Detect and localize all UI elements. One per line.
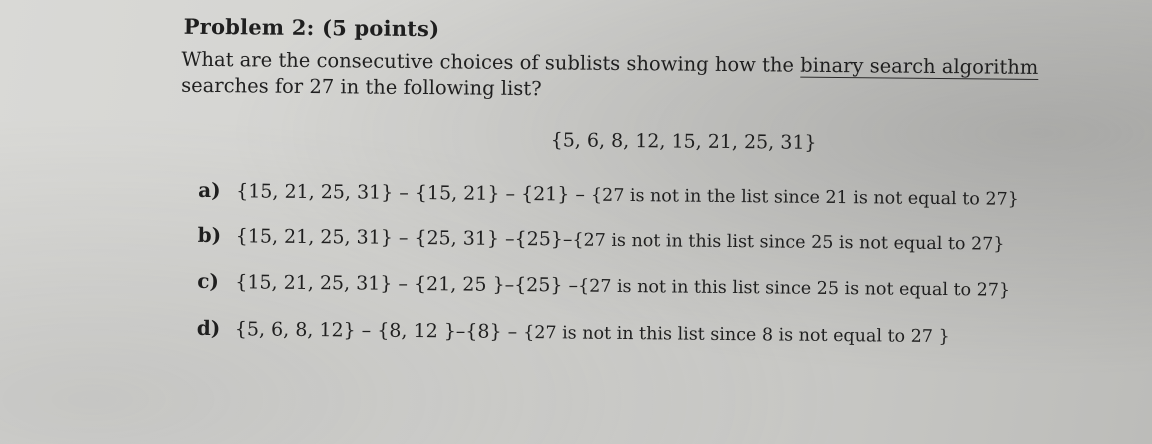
option-conclusion: {27 is not in the list since 21 is not equal to 27} [590,185,1019,210]
option-sets: {5, 6, 8, 12} – {8, 12 }–{8} – [234,318,524,344]
option-conclusion: {27 is not in this list since 25 is not equal to 27} [577,276,1011,301]
answer-options [196,177,1098,348]
question-part-2: searches for 27 in the following list? [181,73,542,101]
option-b[interactable] [198,223,1005,255]
problem-title: Problem 2: (5 points) [183,13,440,42]
option-a[interactable] [198,178,1019,210]
option-sets: {15, 21, 25, 31} – {21, 25 }–{25} – [235,271,579,297]
option-conclusion: {27 is not in this list since 8 is not equal to 27 } [523,323,950,348]
option-letter: b) [197,222,222,248]
option-letter: c) [197,268,220,294]
question-text [181,47,1121,108]
binary-search-link[interactable]: binary search algorithm [800,53,1039,79]
option-letter: a) [198,177,221,203]
option-sets: {15, 21, 25, 31} – {25, 31} –{25}– [235,225,573,251]
option-sets: {15, 21, 25, 31} – {15, 21} – {21} – [236,180,592,206]
question-part-1: What are the consecutive choices of sublists showing how the [181,47,801,77]
option-conclusion: {27 is not in this list since 25 is not equal to 27} [572,230,1005,255]
option-d[interactable] [197,316,950,347]
option-letter: d) [196,315,221,341]
option-c[interactable] [197,269,1010,301]
given-list: {5, 6, 8, 12, 15, 21, 25, 31} [550,129,817,154]
